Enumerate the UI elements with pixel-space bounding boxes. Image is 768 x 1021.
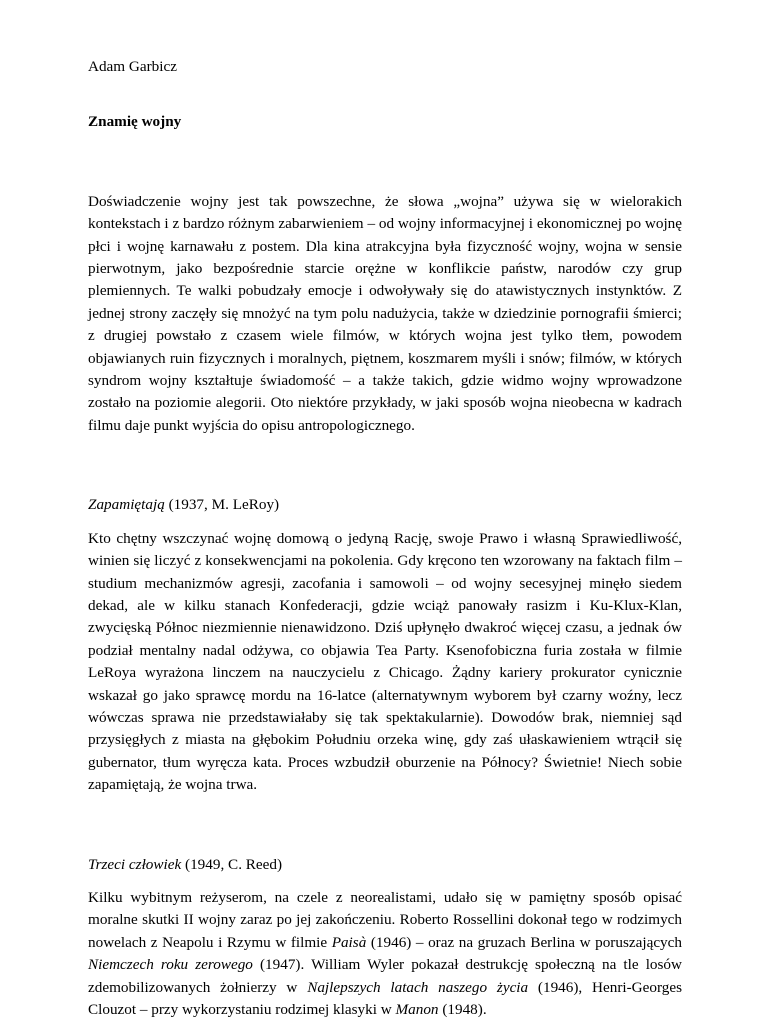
film-title-najlepsze-lata: Najlepszych latach naszego życia: [307, 978, 529, 996]
film-title-niemcy-roku-zerowego: Niemczech roku zerowego: [88, 956, 253, 974]
body-text-segment: (1946) – oraz na gruzach Berlina w poruszających: [366, 933, 682, 951]
section-heading-zapamietaja: [88, 494, 682, 516]
section-body-trzeci-czlowiek: [88, 887, 682, 1021]
body-text-segment: (1947). William Wyler pokazał destrukcję społeczną na tle losów zdemobilizowanych żołnierzy w: [88, 956, 682, 996]
body-text-segment: Kilku wybitnym reżyserom, na czele z neorealistami, udało się w pamiętny sposób opisać moralne skutki II wojny zaraz po jej zakończeniu. Roberto Rossellini dokonał tego w rodzimych nowelach z Neapolu i Rzymu w filmie: [88, 888, 682, 951]
film-title-zapamietaja: Zapamiętają: [88, 496, 165, 514]
body-text-segment: (1948).: [438, 1001, 487, 1018]
section-body-zapamietaja: Kto chętny wszczynać wojnę domową o jedyną Rację, swoje Prawo i własną Sprawiedliwość, winien się liczyć z konsekwencjami na pokolenia. Gdy kręcono ten wzorowany na faktach film – studium mechanizmów agresji, zacofania i samowoli – od wojny secesyjnej minęło siedem dekad, ale w kilku stanach Konfederacji, gdzie wciąż panowały rasizm i Ku-Klux-Klan, zwycięską Północ niezmiennie nienawidzono. Dziś upłynęło dwakroć więcej czasu, a jednak ów podział mentalny nadal odżywa, co objawia Tea Party. Ksenofobiczna furia została w filmie LeRoya wyrażona linczem na nauczycielu z Chicago. Żądny kariery prokurator cynicznie wskazał go jako sprawcę mordu na 16-latce (alternatywnym wyborem był czarny woźny, lecz wówczas sprawa nie przedstawiałaby się tak spektakularnie). Dowodów brak, niemniej sąd przysięgłych z miasta na głębokim Południu orzeka winę, gdy zaś ułaskawieniem wtrącił się gubernator, tłum wyręcza kata. Proces wzbudził oburzenie na Północy? Świetnie! Niech sobie zapamiętają, że wojna trwa.: [88, 529, 682, 794]
section-heading-trzeci-czlowiek: [88, 854, 682, 876]
document-title: Znamię wojny: [88, 113, 182, 131]
film-title-trzeci-czlowiek: Trzeci człowiek: [88, 855, 182, 873]
intro-paragraph: Doświadczenie wojny jest tak powszechne, że słowa „wojna” używa się w wielorakich kontekstach i z bardzo różnym zabarwieniem – od wojny informacyjnej i ekonomicznej po wojnę płci i wojnę karnawału z postem. Dla kina atrakcyjna była fizyczność wojny, wojna w sensie pierwotnym, jako bezpośrednie starcie orężne w konflikcie państw, narodów czy grup plemiennych. Te walki pobudzały emocje i odwoływały się do atawistycznych instynktów. Z jednej strony zaczęły się mnożyć na tym polu nadużycia, także w dziedzinie pornografii śmierci; z drugiej powstało z czasem wiele filmów, w których wojna jest tylko tłem, powodem objawianych ruin fizycznych i moralnych, piętnem, koszmarem myśli i snów; filmów, w których syndrom wojny kształtuje świadomość – a także takich, gdzie widmo wojny wprowadzone zostało na poziomie alegorii. Oto niektóre przykłady, w jaki sposób wojna nieobecna w kadrach filmu daje punkt wyjścia do opisu antropologicznego.: [88, 192, 682, 434]
film-info-zapamietaja: (1937, M. LeRoy): [164, 496, 280, 514]
film-info-trzeci-czlowiek: (1949, C. Reed): [181, 855, 283, 873]
film-title-paisa: Paisà: [331, 933, 367, 951]
film-title-manon: Manon: [395, 1001, 439, 1018]
author-name: Adam Garbicz: [88, 58, 177, 75]
body-text-segment: (1946), Henri-Georges Clouzot – przy wykorzystaniu rodzimej klasyki w: [88, 978, 682, 1018]
